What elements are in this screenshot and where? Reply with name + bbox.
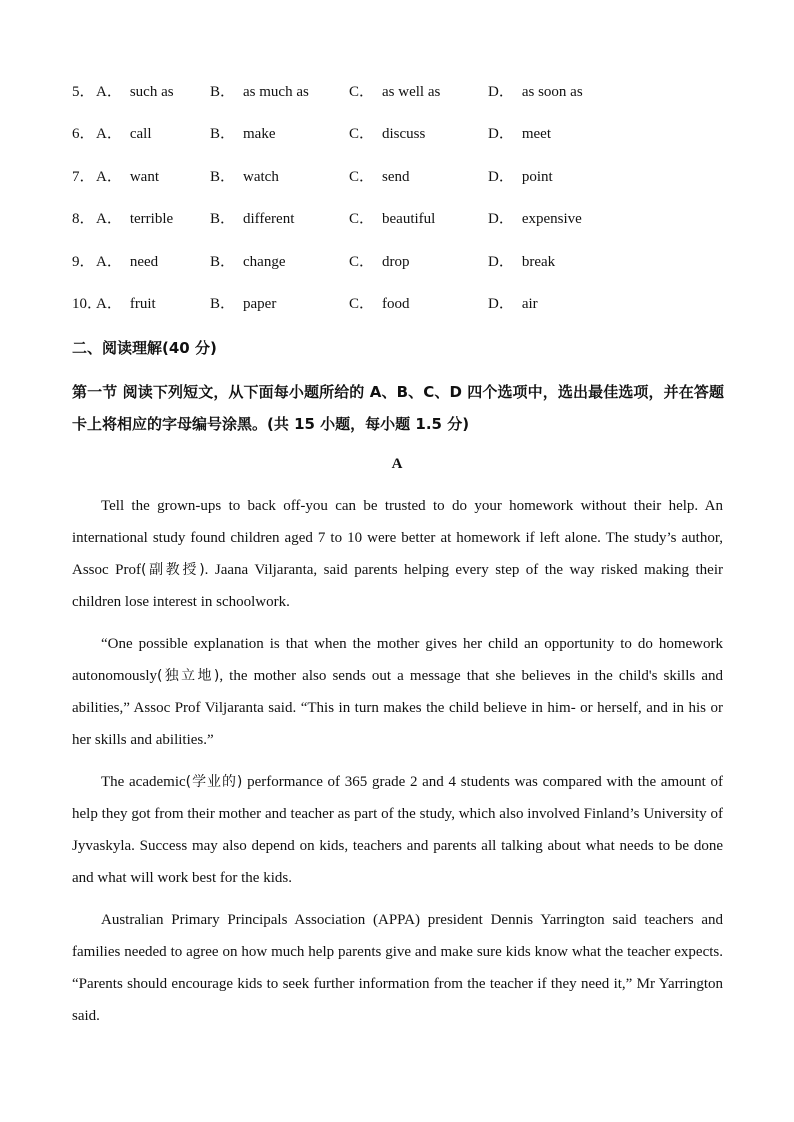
- question-number: 8．: [72, 211, 95, 227]
- option-text: different: [243, 211, 295, 227]
- option-choice: [210, 207, 294, 231]
- option-choice: [488, 292, 538, 316]
- passage-paragraph-2: [72, 628, 723, 756]
- option-choice: [96, 122, 152, 146]
- option-text: as soon as: [521, 84, 583, 100]
- option-choice: [349, 292, 410, 316]
- option-text: meet: [521, 126, 551, 142]
- question-number: 9．: [72, 254, 95, 270]
- p1-gloss: (副教授): [140, 562, 205, 578]
- option-letter: D．: [488, 254, 514, 270]
- option-choice: [96, 165, 159, 189]
- option-choice: [349, 165, 410, 189]
- option-choice: [488, 207, 582, 231]
- option-letter: D．: [488, 296, 514, 312]
- option-letter: C．: [349, 126, 375, 142]
- option-text: paper: [243, 296, 277, 312]
- option-text: fruit: [129, 296, 156, 312]
- p3-text-b: performance of 365 grade 2 and 4 students was compared with the amount of help they got from their mother and teacher as part of the study, which also involved Finland’s University of Jyvaskyla. Success may also depend on kids, teachers and parents all talking about what needs to be done and what will work best for the kids.: [72, 774, 723, 886]
- option-choice: [210, 80, 309, 104]
- question-number: 6．: [72, 126, 95, 142]
- option-text: call: [129, 126, 152, 142]
- option-text: beautiful: [382, 211, 436, 227]
- p3-gloss: (学业的): [185, 774, 243, 790]
- option-letter: A．: [96, 296, 122, 312]
- option-text: as much as: [243, 84, 309, 100]
- option-choice: [96, 250, 158, 274]
- question-number: 7．: [72, 169, 95, 185]
- option-text: such as: [129, 84, 174, 100]
- option-text: need: [129, 254, 159, 270]
- option-letter: A．: [96, 169, 122, 185]
- p1-text-a: Tell the grown-ups to back off-you can be trusted to do your homework without their help. An international study found children aged 7 to 10 were better at homework if left alone. The study’s author, Assoc Prof: [72, 498, 723, 578]
- option-choice: [488, 165, 553, 189]
- passage-paragraph-1: [72, 490, 723, 618]
- option-letter: C．: [349, 296, 375, 312]
- option-letter: D．: [488, 84, 514, 100]
- option-text: food: [382, 296, 410, 312]
- p2-text-a: “One possible explanation is that when the mother gives her child an opportunity to do homework autonomously: [72, 636, 723, 684]
- option-choice: [210, 122, 276, 146]
- passage-paragraph-4: Australian Primary Principals Association (APPA) president Dennis Yarrington said teachers and families needed to agree on how much help parents give and make sure kids know what the teacher expects. “Parents should encourage kids to seek further information from the teacher if they need it,” Mr Yarrington said.: [72, 912, 723, 1024]
- option-letter: B．: [210, 211, 236, 227]
- option-letter: C．: [349, 254, 375, 270]
- option-text: want: [129, 169, 160, 185]
- option-text: drop: [382, 254, 410, 270]
- option-choice: [96, 80, 174, 104]
- option-text: point: [521, 169, 553, 185]
- option-letter: D．: [488, 169, 514, 185]
- option-text: change: [243, 254, 286, 270]
- option-letter: D．: [488, 211, 514, 227]
- option-choice: [488, 250, 555, 274]
- option-letter: D．: [488, 126, 514, 142]
- option-letter: C．: [349, 84, 375, 100]
- option-choice: [96, 292, 156, 316]
- option-choice: [349, 122, 425, 146]
- option-choice: [349, 80, 440, 104]
- option-choice: [349, 207, 435, 231]
- option-choice: [210, 165, 279, 189]
- option-text: air: [521, 296, 538, 312]
- option-letter: A．: [96, 211, 122, 227]
- option-text: terrible: [129, 211, 174, 227]
- option-letter: C．: [349, 211, 375, 227]
- p2-text-b: , the mother also sends out a message that she believes in the child's skills and abilities,” Assoc Prof Viljaranta said. “This in turn makes the child believe in him- or herself, and in his or her skills and abilities.”: [72, 668, 723, 748]
- question-number: 10．: [72, 296, 103, 312]
- option-letter: A．: [96, 84, 122, 100]
- option-text: send: [382, 169, 410, 185]
- option-letter: A．: [96, 126, 122, 142]
- option-choice: [210, 292, 276, 316]
- passage-label: A: [391, 456, 403, 472]
- option-choice: [210, 250, 286, 274]
- option-choice: [488, 122, 551, 146]
- p2-gloss: (独立地): [157, 668, 220, 684]
- passage-paragraph-3: [72, 766, 723, 894]
- option-text: make: [243, 126, 276, 142]
- option-letter: B．: [210, 169, 236, 185]
- option-choice: [96, 207, 173, 231]
- question-number: 5．: [72, 84, 95, 100]
- p1-text-b: . Jaana Viljaranta, said parents helping every step of the way risked making their children lose interest in schoolwork.: [72, 562, 723, 610]
- option-letter: A．: [96, 254, 122, 270]
- option-letter: B．: [210, 296, 236, 312]
- option-text: watch: [243, 169, 279, 185]
- option-choice: [488, 80, 583, 104]
- option-letter: B．: [210, 254, 236, 270]
- section-title: 二、阅读理解(40 分): [72, 339, 217, 357]
- option-text: break: [521, 254, 556, 270]
- option-text: expensive: [521, 211, 582, 227]
- option-choice: [349, 250, 410, 274]
- p3-text-a: The academic: [101, 774, 186, 790]
- option-text: discuss: [382, 126, 426, 142]
- option-letter: B．: [210, 84, 236, 100]
- option-letter: B．: [210, 126, 236, 142]
- section-instruction: 第一节 阅读下列短文，从下面每小题所给的 A、B、C、D 四个选项中，选出最佳选项，并在答题卡上将相应的字母编号涂黑。(共 15 小题，每小题 1.5 分): [72, 383, 724, 433]
- option-letter: C．: [349, 169, 375, 185]
- option-text: as well as: [382, 84, 441, 100]
